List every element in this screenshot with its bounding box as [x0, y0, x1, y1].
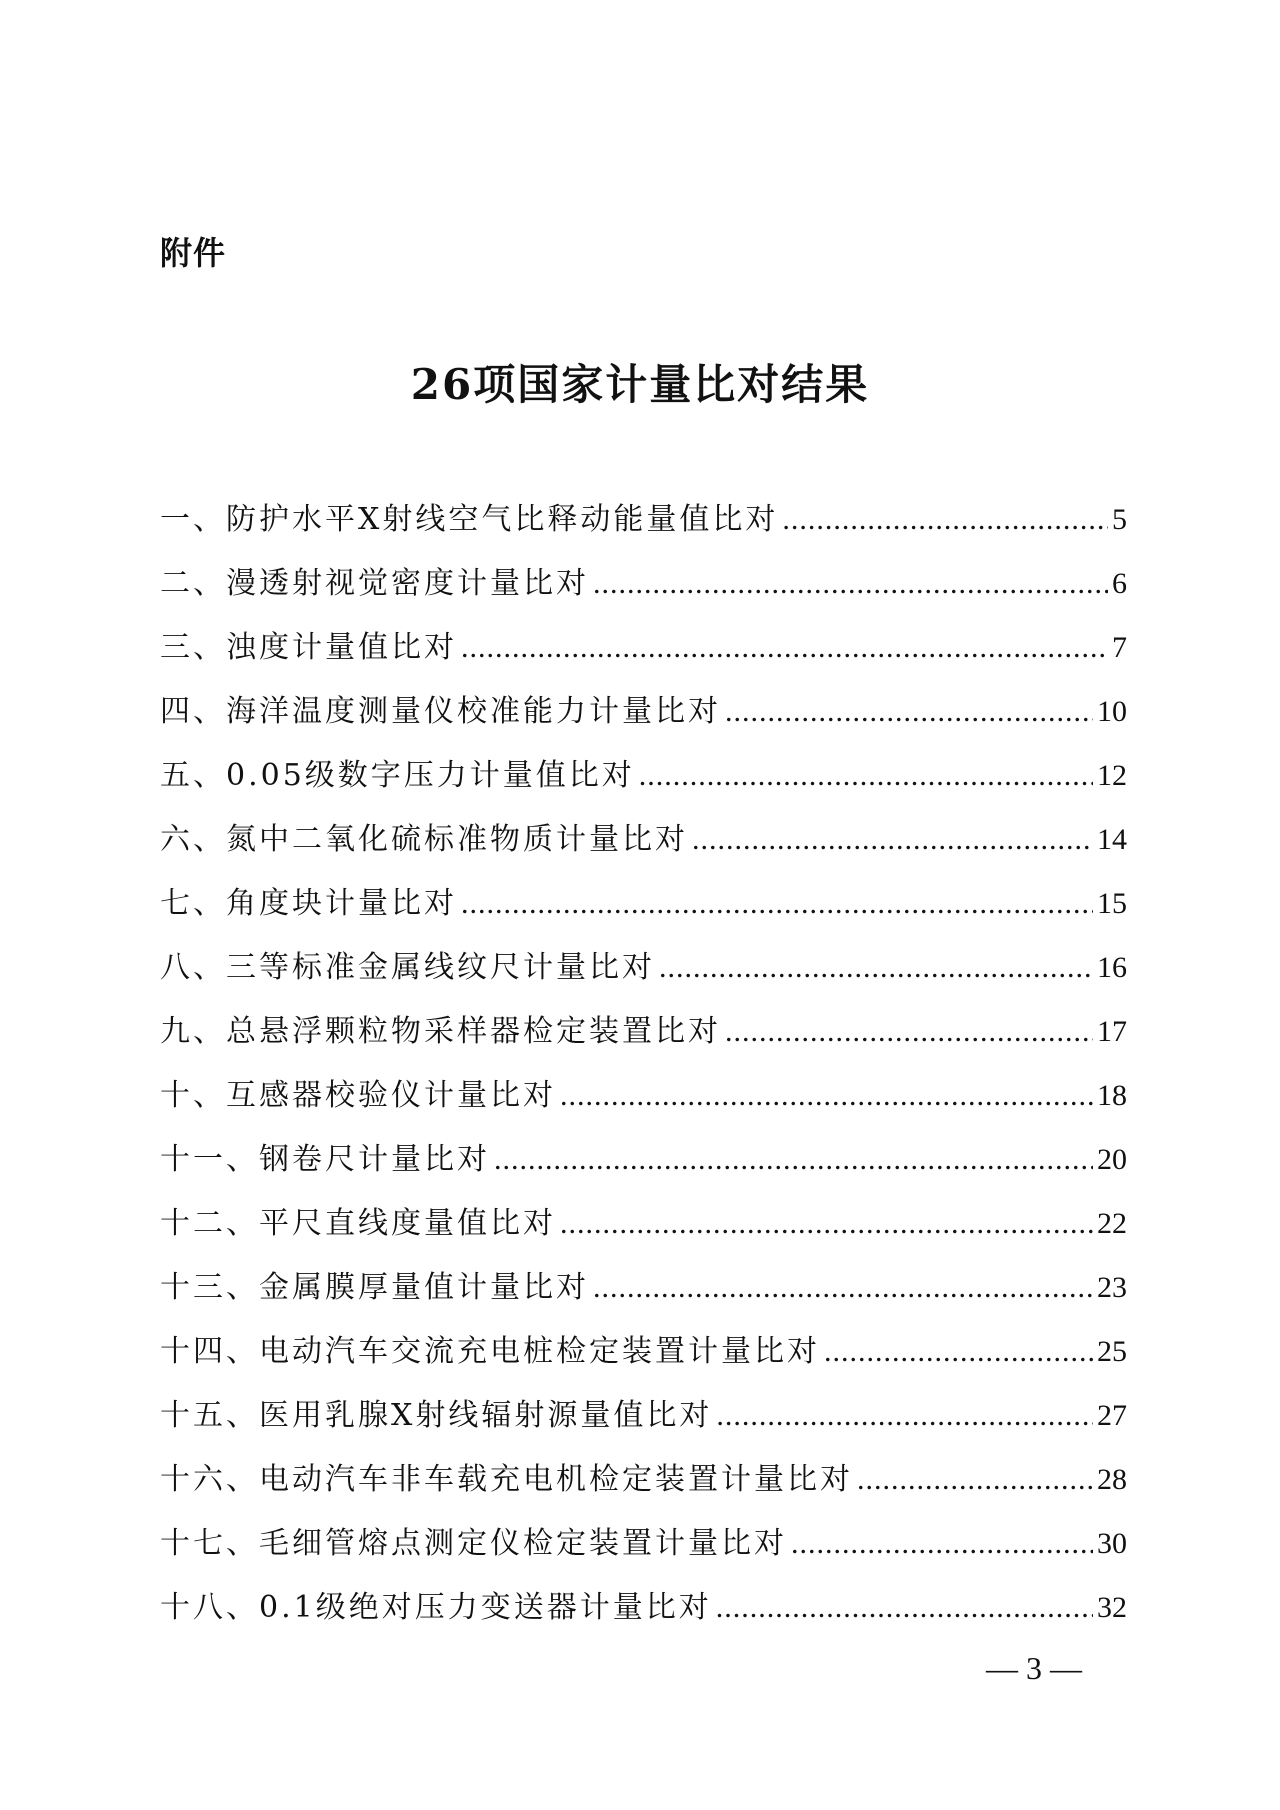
- toc-entry-text: 十五、医用乳腺X射线辐射源量值比对: [160, 1398, 713, 1433]
- toc-entry[interactable]: [160, 1192, 1127, 1256]
- toc-page-number: 17: [1097, 1015, 1127, 1048]
- toc-page-number: 23: [1097, 1271, 1127, 1304]
- toc-page-number: 25: [1097, 1335, 1127, 1368]
- toc-page-number: 10: [1097, 695, 1127, 728]
- toc-page-number: 5: [1112, 503, 1127, 536]
- toc-entry[interactable]: [160, 936, 1127, 1000]
- toc-page-number: 32: [1097, 1591, 1127, 1624]
- toc-entry-text: 十四、电动汽车交流充电桩检定装置计量比对: [160, 1334, 820, 1369]
- toc-entry-text: 十、互感器校验仪计量比对: [160, 1078, 556, 1113]
- toc-entry-text: 五、0.05级数字压力计量值比对: [160, 758, 635, 793]
- toc-entry-text: 十七、毛细管熔点测定仪检定装置计量比对: [160, 1526, 787, 1561]
- toc-entry-text: 七、角度块计量比对: [160, 886, 457, 921]
- toc-page-number: 18: [1097, 1079, 1127, 1112]
- toc-page-number: 15: [1097, 887, 1127, 920]
- toc-leader-dots: [716, 1384, 1093, 1448]
- toc-entry[interactable]: [160, 1064, 1127, 1128]
- toc-page-number: 16: [1097, 951, 1127, 984]
- toc-leader-dots: [560, 1192, 1093, 1256]
- toc-leader-dots: [593, 1256, 1093, 1320]
- toc-entry-text: 十一、钢卷尺计量比对: [160, 1142, 490, 1177]
- toc-page-number: 6: [1112, 567, 1127, 600]
- toc-leader-dots: [494, 1128, 1093, 1192]
- toc-entry[interactable]: [160, 680, 1127, 744]
- toc-page-number: 30: [1097, 1527, 1127, 1560]
- toc-entry[interactable]: [160, 1000, 1127, 1064]
- toc-leader-dots: [725, 1000, 1093, 1064]
- toc-entry[interactable]: [160, 552, 1127, 616]
- toc-entry[interactable]: [160, 1128, 1127, 1192]
- toc-entry-text: 一、防护水平X射线空气比释动能量值比对: [160, 502, 779, 537]
- toc-entry-text: 四、海洋温度测量仪校准能力计量比对: [160, 694, 721, 729]
- toc-entry-text: 二、漫透射视觉密度计量比对: [160, 566, 589, 601]
- toc-leader-dots: [659, 936, 1093, 1000]
- toc-entry[interactable]: [160, 1448, 1127, 1512]
- toc-page-number: 27: [1097, 1399, 1127, 1432]
- toc-entry[interactable]: [160, 1256, 1127, 1320]
- toc-leader-dots: [857, 1448, 1093, 1512]
- toc-entry-text: 十八、0.1级绝对压力变送器计量比对: [160, 1590, 712, 1625]
- page-number-footer: — 3 —: [986, 1650, 1082, 1686]
- toc-leader-dots: [782, 488, 1108, 552]
- toc-leader-dots: [461, 616, 1108, 680]
- toc-entry-text: 九、总悬浮颗粒物采样器检定装置比对: [160, 1014, 721, 1049]
- toc-leader-dots: [725, 680, 1093, 744]
- toc-entry-text: 六、氮中二氧化硫标准物质计量比对: [160, 822, 688, 857]
- toc-entry[interactable]: [160, 744, 1127, 808]
- toc-entry[interactable]: [160, 1320, 1127, 1384]
- toc-entry-text: 三、浊度计量值比对: [160, 630, 457, 665]
- toc-page-number: 14: [1097, 823, 1127, 856]
- toc-entry[interactable]: [160, 872, 1127, 936]
- toc-leader-dots: [716, 1576, 1093, 1640]
- toc-leader-dots: [639, 744, 1093, 808]
- toc-page-number: 12: [1097, 759, 1127, 792]
- toc-leader-dots: [824, 1320, 1093, 1384]
- toc-entry[interactable]: [160, 1512, 1127, 1576]
- toc-leader-dots: [461, 872, 1093, 936]
- toc-leader-dots: [560, 1064, 1093, 1128]
- table-of-contents: [160, 488, 1127, 1640]
- toc-entry-text: 十六、电动汽车非车载充电机检定装置计量比对: [160, 1462, 853, 1497]
- toc-page-number: 28: [1097, 1463, 1127, 1496]
- toc-entry[interactable]: [160, 808, 1127, 872]
- toc-page-number: 20: [1097, 1143, 1127, 1176]
- toc-leader-dots: [692, 808, 1093, 872]
- toc-page-number: 22: [1097, 1207, 1127, 1240]
- toc-page-number: 7: [1112, 631, 1127, 664]
- toc-entry[interactable]: [160, 1384, 1127, 1448]
- toc-leader-dots: [791, 1512, 1093, 1576]
- attachment-label: 附件: [160, 234, 227, 272]
- toc-entry-text: 八、三等标准金属线纹尺计量比对: [160, 950, 655, 985]
- toc-entry-text: 十二、平尺直线度量值比对: [160, 1206, 556, 1241]
- toc-leader-dots: [593, 552, 1108, 616]
- toc-entry[interactable]: [160, 1576, 1127, 1640]
- toc-entry-text: 十三、金属膜厚量值计量比对: [160, 1270, 589, 1305]
- document-title: 26项国家计量比对结果: [410, 360, 870, 409]
- toc-entry[interactable]: [160, 616, 1127, 680]
- toc-entry[interactable]: [160, 488, 1127, 552]
